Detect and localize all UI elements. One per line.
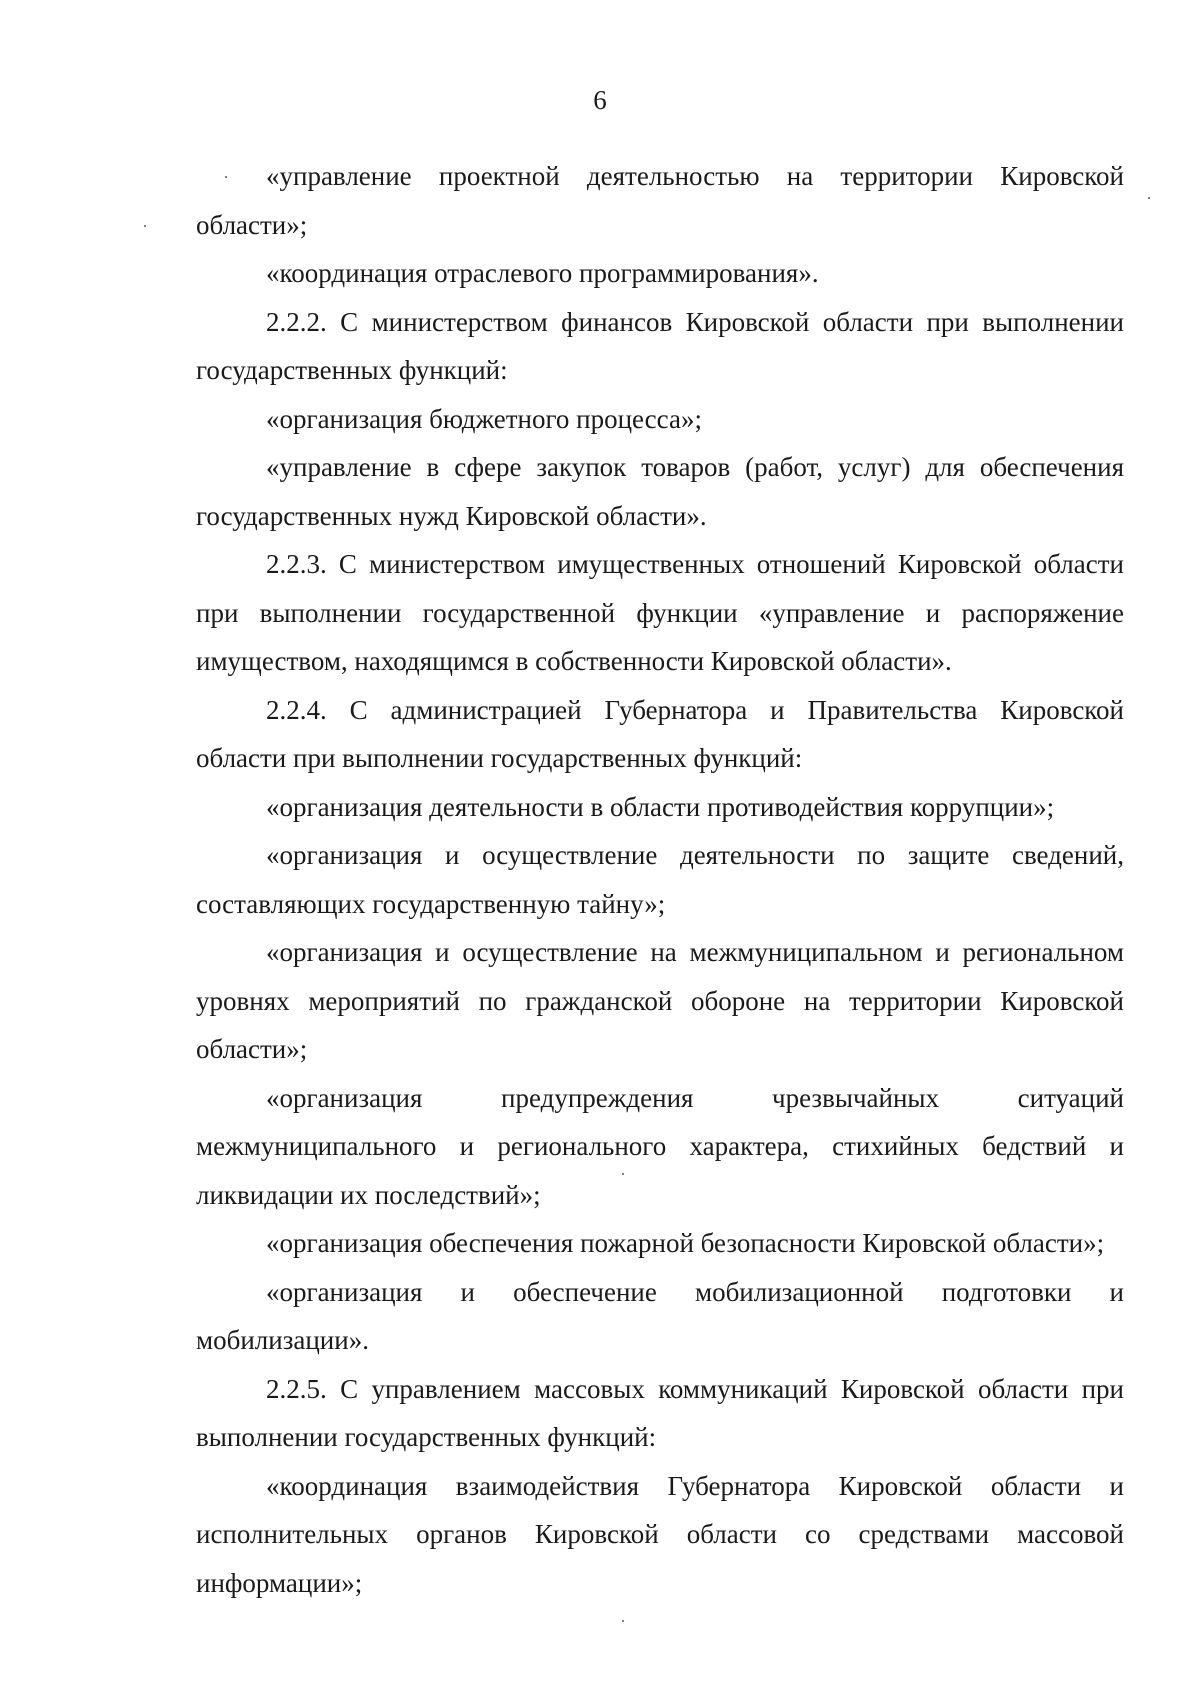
paragraph: «организация и осуществление на межмуниципальном и региональном уровнях мероприятий по гражданской обороне на территории Кировской области»; <box>196 937 1124 1064</box>
paragraph: «организация и осуществление деятельности по защите сведений, составляющих государственную тайну»; <box>196 840 1124 919</box>
document-body <box>196 152 1124 1607</box>
paragraph: «организация предупреждения чрезвычайных ситуаций межмуниципального и регионального характера, стихийных бедствий и ликвидации их последствий»; <box>196 1082 1124 1210</box>
scan-speck <box>225 176 227 178</box>
scan-speck <box>144 225 146 227</box>
page-number: 6 <box>593 85 607 115</box>
paragraph: «организация и обеспечение мобилизационной подготовки и мобилизации». <box>196 1276 1124 1355</box>
paragraph: 2.2.5. С управлением массовых коммуникаций Кировской области при выполнении государственных функций: <box>196 1373 1124 1452</box>
paragraph: «организация деятельности в области противодействия коррупции»; <box>266 791 1055 822</box>
paragraph: 2.2.2. С министерством финансов Кировской области при выполнении государственных функций: <box>196 306 1124 385</box>
paragraph: «координация взаимодействия Губернатора Кировской области и исполнительных органов Кировской области со средствами массовой информации»; <box>196 1470 1124 1598</box>
paragraph: 2.2.3. С министерством имущественных отношений Кировской области при выполнении государственной функции «управление и распоряжение имуществом, находящимся в собственности Кировской области». <box>196 549 1124 676</box>
scan-speck <box>622 1620 624 1622</box>
paragraph: «организация бюджетного процесса»; <box>266 403 702 434</box>
paragraph: 2.2.4. С администрацией Губернатора и Правительства Кировской области при выполнении государственных функций: <box>196 694 1124 773</box>
scan-speck <box>622 1173 624 1175</box>
scan-speck <box>1148 197 1150 199</box>
paragraph: «управление проектной деятельностью на территории Кировской области»; <box>196 161 1124 240</box>
paragraph: «координация отраслевого программирования». <box>266 258 819 288</box>
paragraph: «организация обеспечения пожарной безопасности Кировской области»; <box>266 1228 1105 1258</box>
paragraph: «управление в сфере закупок товаров (работ, услуг) для обеспечения государственных нужд Кировской области». <box>196 452 1124 531</box>
